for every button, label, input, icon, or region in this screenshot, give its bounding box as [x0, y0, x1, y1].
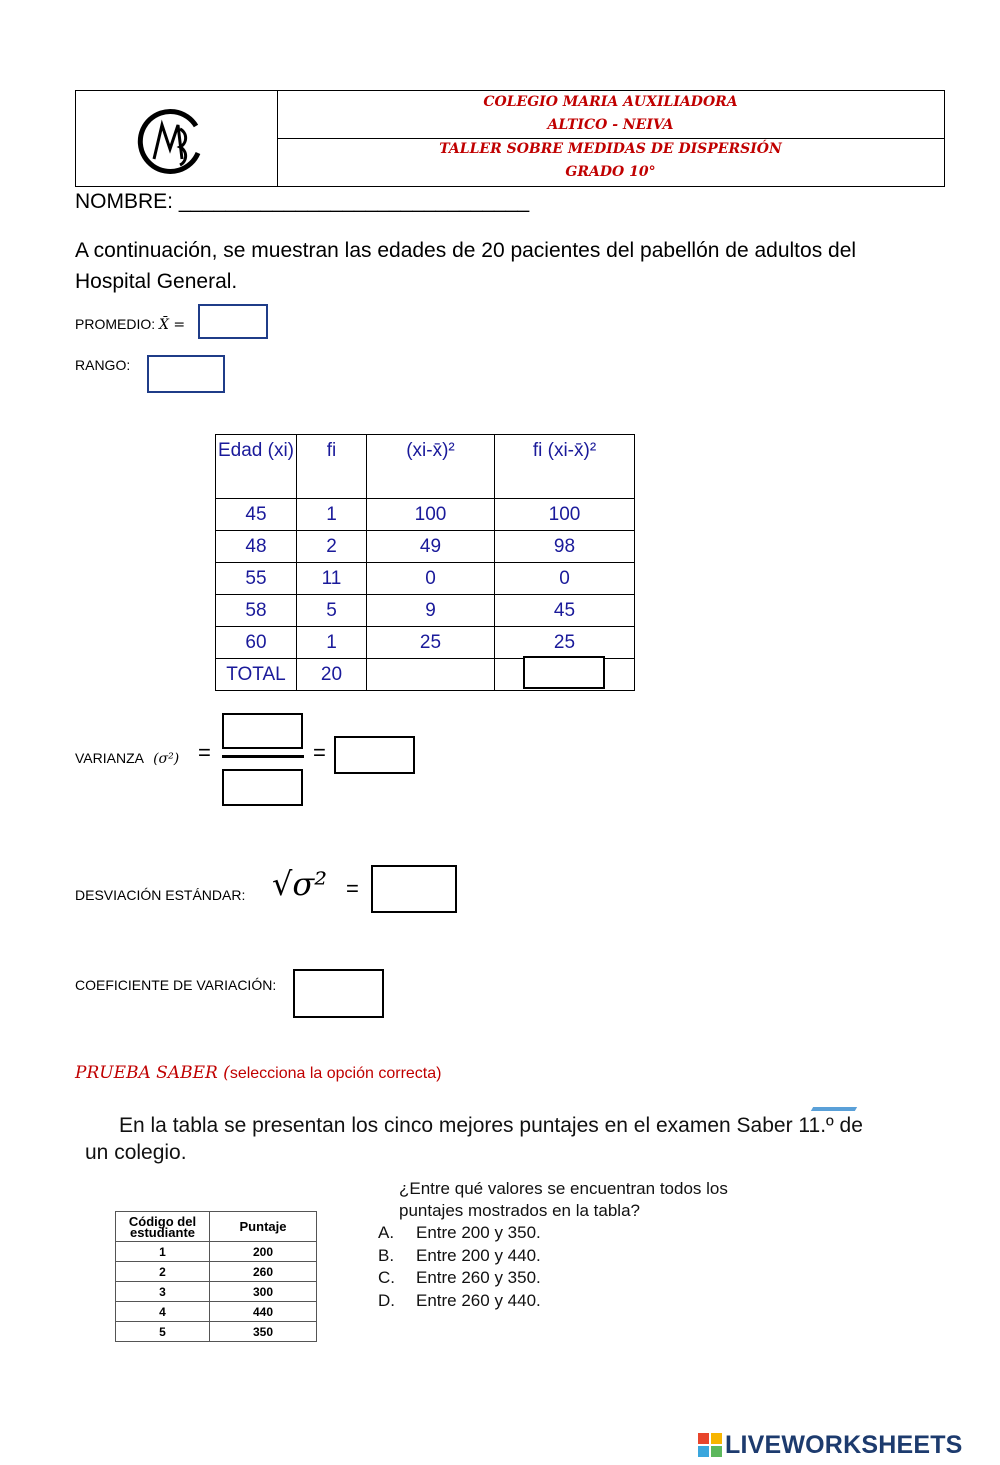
total-label: TOTAL	[216, 659, 297, 691]
varianza-label-text: VARIANZA	[75, 750, 144, 766]
prueba-question: ¿Entre qué valores se encuentran todos los puntajes mostrados en la tabla?	[399, 1179, 728, 1220]
table-row	[116, 1322, 317, 1342]
rango-answer-box[interactable]	[147, 355, 225, 393]
total-dev-sq	[367, 659, 495, 691]
table-row	[216, 627, 635, 659]
saber-score: 300	[210, 1282, 317, 1302]
promedio-answer-box[interactable]	[198, 304, 268, 339]
saber-score: 350	[210, 1322, 317, 1342]
school-name: COLEGIO MARIA AUXILIADORA	[483, 94, 738, 110]
table-row	[116, 1282, 317, 1302]
option-c[interactable]	[378, 1267, 541, 1290]
cell-dev-sq: 100	[367, 499, 495, 531]
header-table	[75, 90, 945, 187]
option-letter: C.	[378, 1268, 395, 1287]
liveworksheets-logo	[698, 1432, 963, 1458]
varianza-label	[75, 750, 179, 767]
option-text: Entre 260 y 440.	[416, 1290, 541, 1310]
saber-header-score: Puntaje	[210, 1212, 317, 1242]
varianza-symbol: (σ²)	[153, 751, 180, 767]
table-row	[216, 499, 635, 531]
header-fi: fi	[297, 435, 367, 499]
header-title-row	[277, 138, 944, 186]
saber-table	[115, 1211, 317, 1342]
cell-fi: 1	[297, 627, 367, 659]
option-text: Entre 200 y 350.	[416, 1223, 541, 1242]
fraction-bar	[222, 755, 304, 758]
cma-monogram-icon	[76, 91, 277, 186]
varianza-numerator-box[interactable]	[222, 713, 303, 749]
varianza-denominator-box[interactable]	[222, 769, 303, 806]
saber-table-header	[116, 1212, 317, 1242]
saber-code: 3	[116, 1282, 210, 1302]
varianza-equals-2: =	[313, 740, 326, 765]
table-row	[116, 1242, 317, 1262]
option-letter: D.	[378, 1290, 395, 1310]
option-text: Entre 260 y 350.	[416, 1268, 541, 1287]
cell-edad: 48	[216, 531, 297, 563]
cell-edad: 45	[216, 499, 297, 531]
coeficiente-label: COEFICIENTE DE VARIACIÓN:	[75, 977, 277, 993]
cell-dev-sq: 25	[367, 627, 495, 659]
header-dev-sq: (xi-x̄)²	[367, 435, 495, 499]
saber-code: 5	[116, 1322, 210, 1342]
desviacion-formula: √σ²	[272, 865, 328, 903]
cell-fi-dev-sq: 25	[495, 627, 635, 659]
prueba-heading	[75, 1063, 441, 1083]
cell-fi-dev-sq: 100	[495, 499, 635, 531]
saber-code: 1	[116, 1242, 210, 1262]
total-answer-box[interactable]	[523, 656, 605, 689]
prueba-statement: En la tabla se presentan los cinco mejores puntajes en el examen Saber 11.º de un colegio.	[85, 1114, 863, 1164]
logo-cell	[76, 91, 278, 186]
table-row	[216, 531, 635, 563]
rango-label: RANGO:	[75, 357, 131, 373]
option-text: Entre 200 y 440.	[416, 1245, 541, 1265]
option-letter: B.	[378, 1245, 395, 1265]
school-location: ALTICO - NEIVA	[547, 117, 674, 133]
liveworksheets-icon	[698, 1433, 722, 1457]
cell-fi: 5	[297, 595, 367, 627]
saber-header-code: Código del estudiante	[116, 1212, 210, 1242]
promedio-label	[75, 316, 185, 333]
intro-text: A continuación, se muestran las edades de 20 pacientes del pabellón de adultos del Hospital General.	[75, 239, 857, 293]
desviacion-equals: =	[346, 876, 359, 901]
header-school-row	[277, 91, 944, 139]
cell-dev-sq: 49	[367, 531, 495, 563]
cell-dev-sq: 0	[367, 563, 495, 595]
cell-dev-sq: 9	[367, 595, 495, 627]
cell-fi-dev-sq: 0	[495, 563, 635, 595]
cell-fi: 2	[297, 531, 367, 563]
cell-edad: 60	[216, 627, 297, 659]
cell-fi: 11	[297, 563, 367, 595]
option-a[interactable]	[378, 1222, 541, 1245]
table-row	[116, 1302, 317, 1322]
cell-fi: 1	[297, 499, 367, 531]
frequency-table	[215, 434, 635, 691]
prueba-title: PRUEBA SABER (	[75, 1063, 230, 1083]
promedio-label-text: PROMEDIO:	[75, 316, 156, 332]
answer-options	[378, 1222, 541, 1312]
header-edad-text: Edad (xi)	[217, 440, 295, 461]
table-header-row	[216, 435, 635, 499]
header-edad	[216, 435, 297, 499]
prueba-instruction: selecciona la opción correcta)	[229, 1065, 442, 1082]
cell-edad: 58	[216, 595, 297, 627]
total-fi: 20	[297, 659, 367, 691]
header-fi-dev-sq: fi (xi-x̄)²	[495, 435, 635, 499]
cell-edad: 55	[216, 563, 297, 595]
option-b[interactable]	[378, 1245, 541, 1268]
table-row	[116, 1262, 317, 1282]
cell-fi-dev-sq: 98	[495, 531, 635, 563]
table-row	[216, 595, 635, 627]
saber-code: 2	[116, 1262, 210, 1282]
promedio-symbol: X̄ =	[159, 317, 186, 333]
saber-code: 4	[116, 1302, 210, 1322]
coeficiente-answer-box[interactable]	[293, 969, 384, 1018]
table-row	[216, 563, 635, 595]
decorative-stripe	[811, 1107, 857, 1111]
workshop-title: TALLER SOBRE MEDIDAS DE DISPERSIÓN	[439, 141, 782, 157]
name-label: NOMBRE: ______________________________	[75, 190, 530, 213]
varianza-result-box[interactable]	[334, 736, 415, 774]
option-letter: A.	[378, 1223, 395, 1242]
cell-fi-dev-sq: 45	[495, 595, 635, 627]
saber-score: 260	[210, 1262, 317, 1282]
saber-score: 440	[210, 1302, 317, 1322]
saber-score: 200	[210, 1242, 317, 1262]
desviacion-label: DESVIACIÓN ESTÁNDAR:	[75, 887, 246, 903]
varianza-equals-1: =	[198, 740, 211, 765]
desviacion-answer-box[interactable]	[371, 865, 457, 913]
option-d[interactable]	[378, 1290, 541, 1313]
watermark-text: LIVEWORKSHEETS	[725, 1430, 963, 1459]
grade-label: GRADO 10°	[565, 164, 656, 180]
